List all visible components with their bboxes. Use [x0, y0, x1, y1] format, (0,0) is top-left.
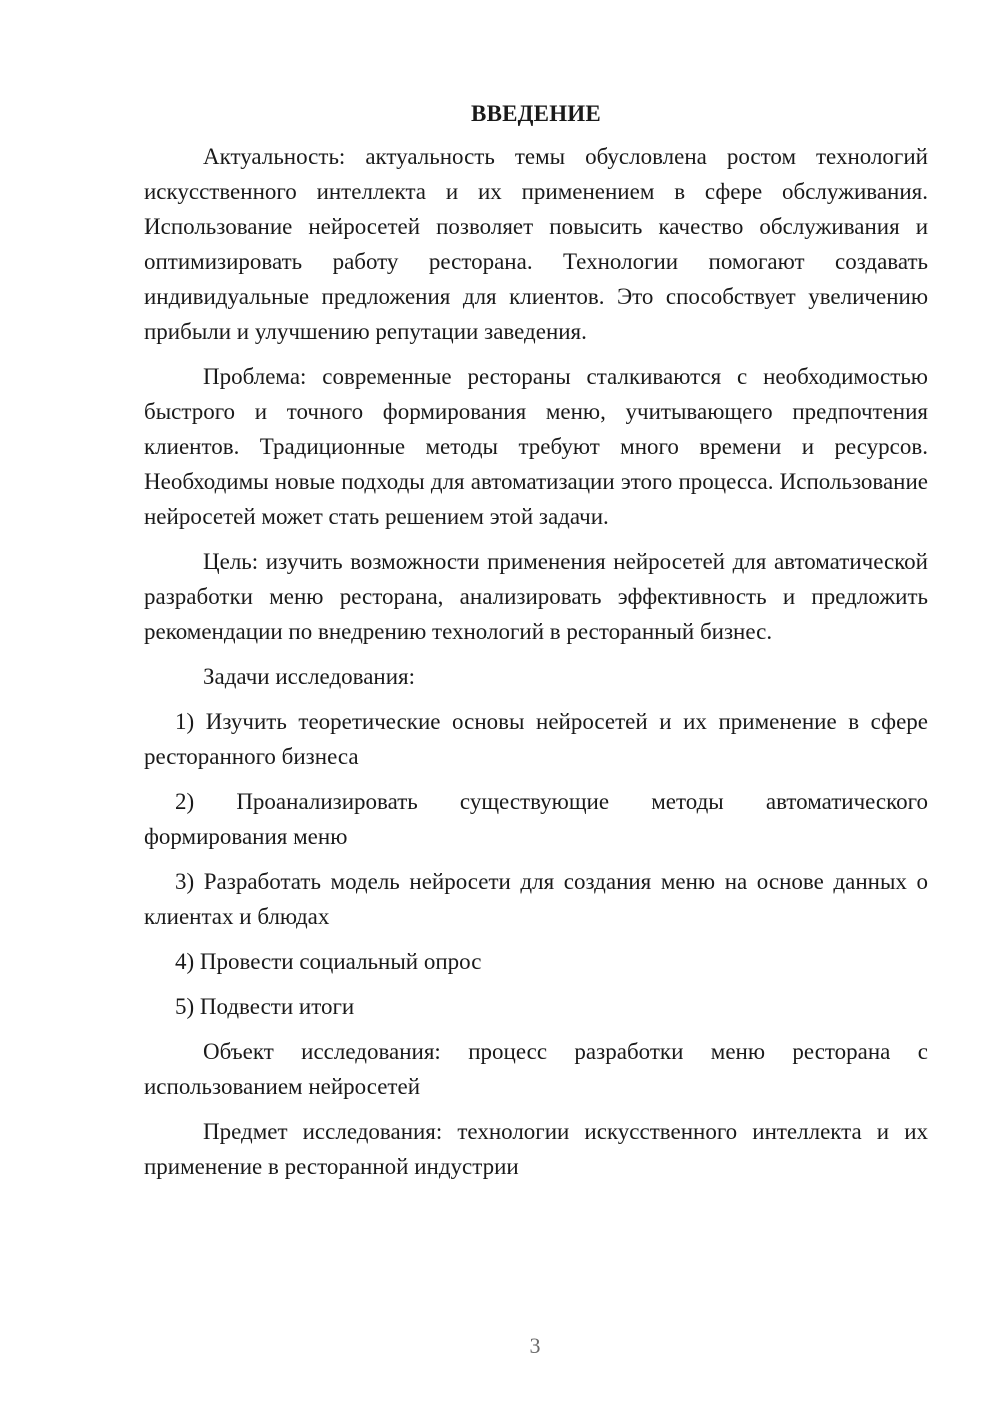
paragraph-relevance: Актуальность: актуальность темы обусловлена ростом технологий искусственного интеллекта и их применением в сфере обслуживания. Использование нейросетей позволяет повысить качество обслуживания и оптимизировать работу ресторана. Технологии помогают создавать индивидуальные предложения для клиентов. Это способствует увеличению прибыли и улучшению репутации заведения. — [144, 144, 928, 344]
tasks-heading: Задачи исследования: — [203, 664, 416, 689]
task-item-3: 3) Разработать модель нейросети для создания меню на основе данных о клиентах и блюдах — [144, 869, 928, 929]
page-body — [144, 96, 928, 1194]
paragraph-subject: Предмет исследования: технологии искусственного интеллекта и их применение в ресторанной индустрии — [144, 1119, 928, 1179]
task-item-2: 2) Проанализировать существующие методы автоматического формирования меню — [144, 789, 928, 849]
page-number: 3 — [529, 1333, 541, 1358]
page-title: ВВЕДЕНИЕ — [471, 101, 601, 126]
task-item-4: 4) Провести социальный опрос — [175, 949, 482, 974]
paragraph-problem: Проблема: современные рестораны сталкиваются с необходимостью быстрого и точного формирования меню, учитывающего предпочтения клиентов. Традиционные методы требуют много времени и ресурсов. Необходимы новые подходы для автоматизации этого процесса. Использование нейросетей может стать решением этой задачи. — [144, 364, 928, 529]
task-item-1: 1) Изучить теоретические основы нейросетей и их применение в сфере ресторанного бизнеса — [144, 709, 928, 769]
paragraph-goal: Цель: изучить возможности применения нейросетей для автоматической разработки меню ресторана, анализировать эффективность и предложить рекомендации по внедрению технологий в ресторанный бизнес. — [144, 549, 928, 644]
paragraph-object: Объект исследования: процесс разработки меню ресторана с использованием нейросетей — [144, 1039, 928, 1099]
task-item-5: 5) Подвести итоги — [175, 994, 355, 1019]
